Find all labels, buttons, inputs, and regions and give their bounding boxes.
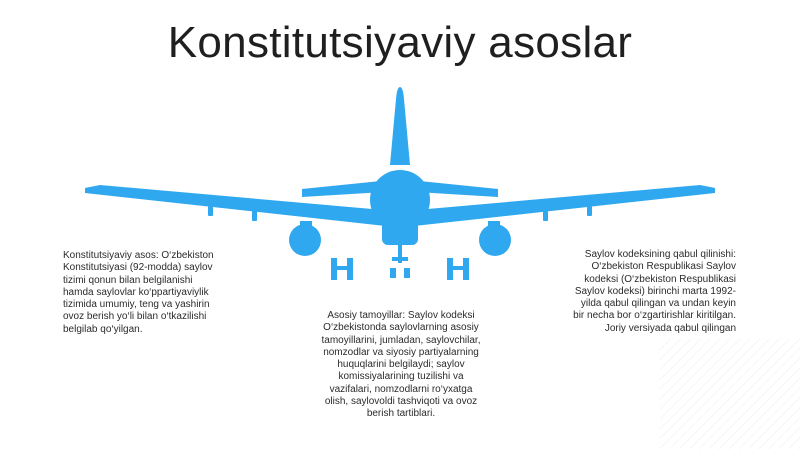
- page-title: Konstitutsiyaviy asoslar: [167, 18, 633, 67]
- decorative-pattern: [660, 339, 800, 449]
- main-principles-text: Asosiy tamoyillar: Saylov kodeksi O‘zbekistonda saylovlarning asosiy tamoyillarini, jumladan, saylovchilar, nomzodlar va siyosiy partiyalarning huquqlarini belgilaydi; saylov komissiyalarining tuzilishi va vazifalari, nomzodlarni ro‘yxatga olish, saylovoldi tashviqoti va ovoz berish tartiblari.: [321, 310, 481, 420]
- constitutional-basis-text: Konstitutsiyaviy asos: O‘zbekiston Konstitutsiyasi (92-modda) saylov tizimi qonun bilan belgilanishi hamda saylovlar ko‘ppartiyaviylik tizimida umumiy, teng va yashirin ovoz berish yo‘li bilan o‘tkazilishi belgilab qo‘yilgan.: [63, 250, 214, 335]
- code-adoption-text: Saylov kodeksining qabul qilinishi: O‘zbekiston Respublikasi Saylov kodeksi (O‘zbekiston Respublikasi Saylov kodeksi) birinchi marta 1992- yilda qabul qilingan va undan keyin bir necha bor o‘zgartirishlar kiritilgan. Joriy versiyada qabul qilingan: [573, 249, 736, 334]
